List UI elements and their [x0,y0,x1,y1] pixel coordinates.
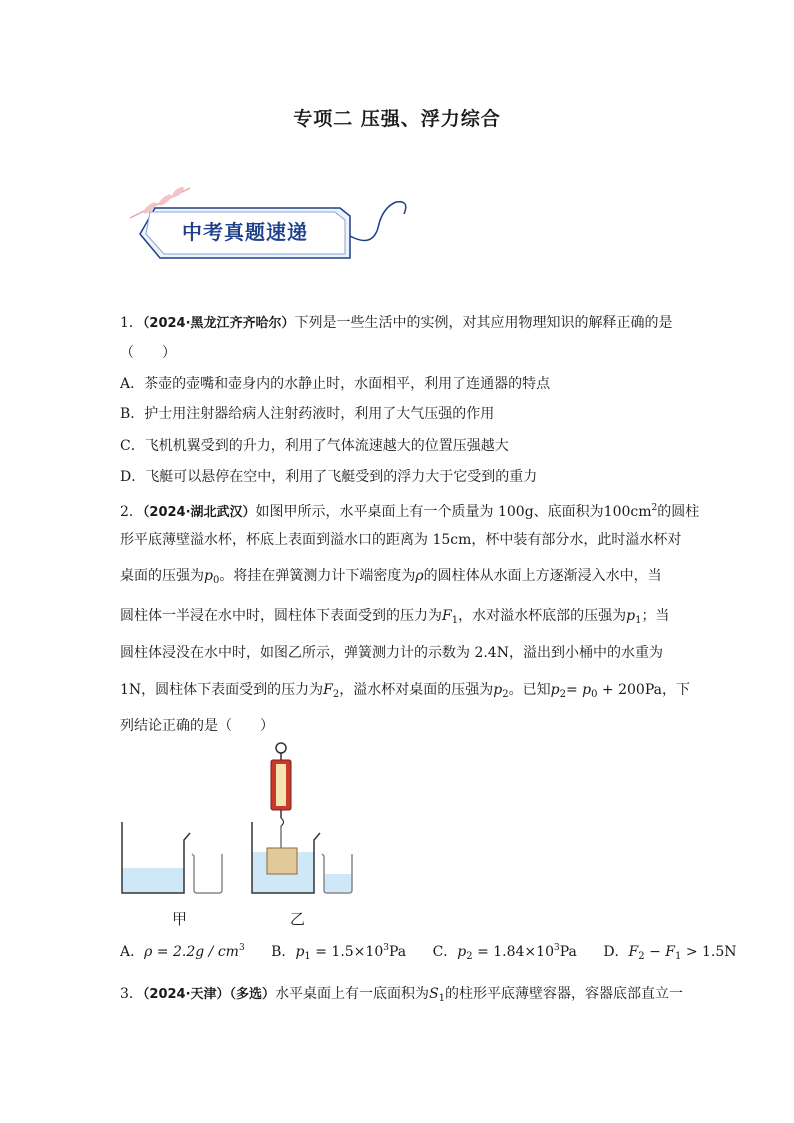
q3-text: 水平桌面上有一底面积为 [275,986,430,1002]
math-var: p [295,944,305,960]
math-expr: = p [565,682,592,698]
q2-text: 的圆柱体从水面上方逐渐浸入水中，当 [423,568,662,584]
math-expr: = 1.84×10 [472,944,554,960]
math-expr: ρ = 2.2g / cm [144,944,239,960]
q2-text: ，溢水杯对桌面的压强为 [339,682,494,698]
q2-text: 。已知 [508,682,551,698]
math-var: F [323,682,333,698]
figure-label-a: 甲 [172,910,188,928]
q3-tag: （多选） [229,987,276,1002]
cylinder-block [267,848,297,874]
math-expr: = 1.5×10 [310,944,384,960]
spring-scale [271,743,291,848]
q2-figure [118,740,368,902]
q2-text: 1N，圆柱体下表面受到的压力为 [120,682,324,698]
q2-text: 。将挂在弹簧测力计下端密度为 [219,568,416,584]
math-var: p [493,682,503,698]
q2-text: + 200Pa，下 [597,682,690,698]
q1-option-a: A．茶壶的壶嘴和壶身内的水静止时，水面相平，利用了连通器的特点 [120,376,551,392]
q2-text: 如图甲所示，水平桌面上有一个质量为 100g、底面积为100cm [255,504,652,520]
math-var: p [457,944,467,960]
q1-option-b: B．护士用注射器给病人注射药液时，利用了大气压强的作用 [120,406,495,422]
overflow-cup-a [122,822,190,893]
subscript: 2 [638,951,645,962]
q2-text: 的圆柱 [657,504,700,520]
q2-line-1 [120,498,699,523]
subscript: 0 [591,689,598,700]
option-letter: D． [603,944,629,960]
q3-text: 的柱形平底薄壁容器，容器底部直立一 [445,986,684,1002]
math-var: S [429,986,439,1002]
q2-line-4 [120,606,669,631]
superscript: 3 [238,943,245,953]
q3-line-1 [120,984,683,1009]
q2-line-6 [120,680,690,705]
q2-options [120,938,759,967]
q1-source: （2024·黑龙江齐齐哈尔） [142,316,295,331]
q2-line-3 [120,566,662,591]
subscript: 1 [304,951,311,962]
math-expr: > 1.5N [681,944,737,960]
superscript: 2 [651,503,658,513]
q2-text: 桌面的压强为 [120,568,204,584]
math-unit: Pa [388,944,407,960]
math-var: F [628,944,639,960]
option-letter: B． [271,944,296,960]
q1-stem [120,313,673,334]
q2-source: （2024·湖北武汉） [142,505,256,520]
q1-option-d: D．飞艇可以悬停在空中，利用了飞艇受到的浮力大于它受到的重力 [120,469,538,485]
q1-stem-text: 下列是一些生活中的实例，对其应用物理知识的解释正确的是 [294,315,673,331]
banner-label: 中考真题速递 [182,220,308,244]
math-var: ρ [415,568,424,584]
q1-number: 1． [120,315,143,331]
figure-label-b: 乙 [290,910,306,928]
subscript: 2 [466,951,473,962]
math-var: F [442,608,452,624]
q2-text: ；当 [641,608,670,624]
q2-text: ，水对溢水杯底部的压强为 [458,608,627,624]
q3-source: （2024·天津） [142,987,230,1002]
page-title: 专项二 压强、浮力综合 [293,108,501,130]
subscript: 1 [438,993,446,1004]
math-unit: Pa [559,944,577,960]
q3-number: 3． [120,986,143,1002]
superscript: 3 [383,943,389,953]
subscript: 1 [451,615,459,626]
q1-paren: （ ） [120,345,176,361]
q1-option-c: C．飞机机翼受到的升力，利用了气体流速越大的位置压强越大 [120,438,509,454]
q2-option-d [603,944,736,960]
beaker-b [322,854,352,893]
q2-option-b [271,944,406,960]
math-expr: − F [644,944,675,960]
subscript: 2 [332,689,340,700]
q2-text: 圆柱体一半浸在水中时，圆柱体下表面受到的压力为 [120,608,442,624]
q2-line-2: 形平底薄壁溢水杯，杯底上表面到溢水口的距离为 15cm，杯中装有部分水，此时溢水杯对 [120,532,682,548]
q2-number: 2． [120,504,143,520]
option-letter: C． [432,944,458,960]
beaker-a [192,854,222,893]
subscript: 1 [635,615,642,626]
math-var: p [550,682,560,698]
math-var: p [626,608,636,624]
subscript: 2 [559,689,566,700]
q2-option-c [433,944,577,960]
subscript: 1 [675,951,682,962]
subscript: 2 [502,689,509,700]
math-var: p [204,568,213,584]
q2-line-5: 圆柱体浸没在水中时，如图乙所示，弹簧测力计的示数为 2.4N，溢出到小桶中的水重为 [120,645,663,661]
superscript: 3 [553,943,560,953]
subscript: 0 [212,575,220,586]
q2-line-7: 列结论正确的是（ ） [120,718,274,734]
q2-option-a [120,944,245,960]
option-letter: A． [120,944,145,960]
